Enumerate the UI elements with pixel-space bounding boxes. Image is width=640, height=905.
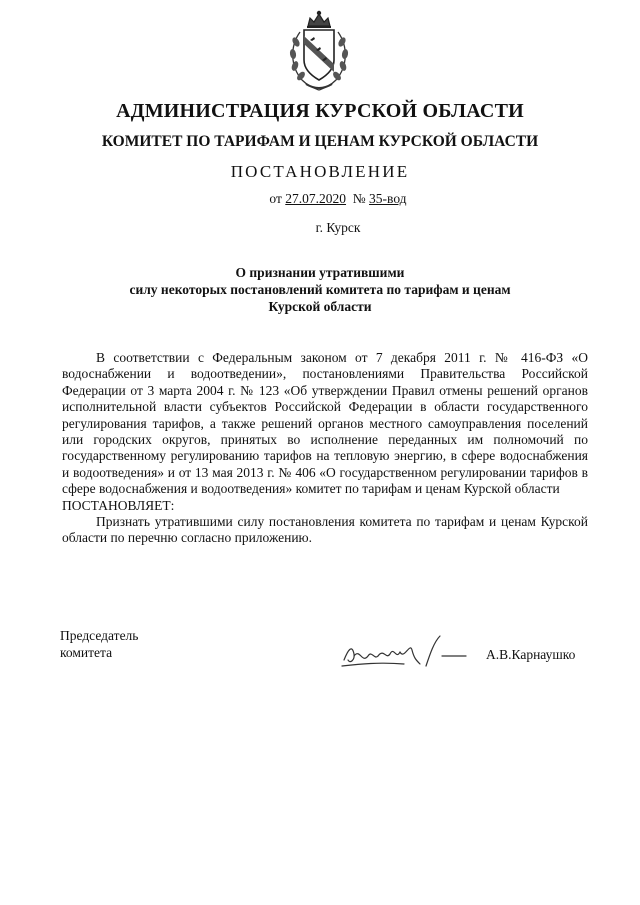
- signatory-position: [60, 628, 138, 661]
- document-type: ПОСТАНОВЛЕНИЕ: [230, 162, 410, 181]
- title-line2: силу некоторых постановлений комитета по тарифам и ценам: [129, 282, 511, 297]
- document-body: [62, 350, 588, 547]
- city: г. Курск: [315, 220, 361, 235]
- signatory-name: А.В.Карнаушко: [486, 647, 576, 662]
- position-line2: комитета: [60, 644, 113, 660]
- number-prefix: №: [352, 191, 366, 206]
- preamble-paragraph: В соответствии с Федеральным законом от 7 декабря 2011 г. № 416-ФЗ «О водоснабжении и водоотведении», постановлениями Правительства Российской Федерации от 3 марта 2004 г. № 123 «Об утверждении Правил отмены решений органов исполнительной власти субъектов Российской Федерации в области государственного регулирования тарифов, а также решений органов местного самоуправления поселений или городских округов, принятых во исполнение переданных им полномочий по государственному регулированию тарифов на тепловую энергию, в сфере водоснабжения и водоотведения» и от 13 мая 2013 г. № 406 «О государственном регулировании тарифов в сфере водоснабжения и водоотведения» комитет по тарифам и ценам Курской области: [62, 350, 588, 497]
- coat-of-arms-icon: [286, 10, 352, 92]
- date-prefix: от: [269, 191, 282, 206]
- document-title: [60, 264, 580, 315]
- document-number: 35-вод: [369, 191, 407, 206]
- position-line1: Председатель: [60, 628, 139, 643]
- title-line3: Курской области: [268, 299, 372, 314]
- resolves-word: ПОСТАНОВЛЯЕТ:: [62, 497, 175, 513]
- org-name-line1: АДМИНИСТРАЦИЯ КУРСКОЙ ОБЛАСТИ: [116, 100, 524, 122]
- handwritten-signature: [340, 630, 470, 674]
- document-date-line: [18, 191, 640, 207]
- resolution-paragraph: Признать утратившими силу постановления комитета по тарифам и ценам Курской области по перечню согласно приложению.: [62, 514, 588, 546]
- document-date: 27.07.2020: [285, 191, 347, 206]
- title-line1: О признании утратившими: [235, 265, 405, 280]
- org-name-line2: КОМИТЕТ ПО ТАРИФАМ И ЦЕНАМ КУРСКОЙ ОБЛАСТИ: [101, 133, 539, 150]
